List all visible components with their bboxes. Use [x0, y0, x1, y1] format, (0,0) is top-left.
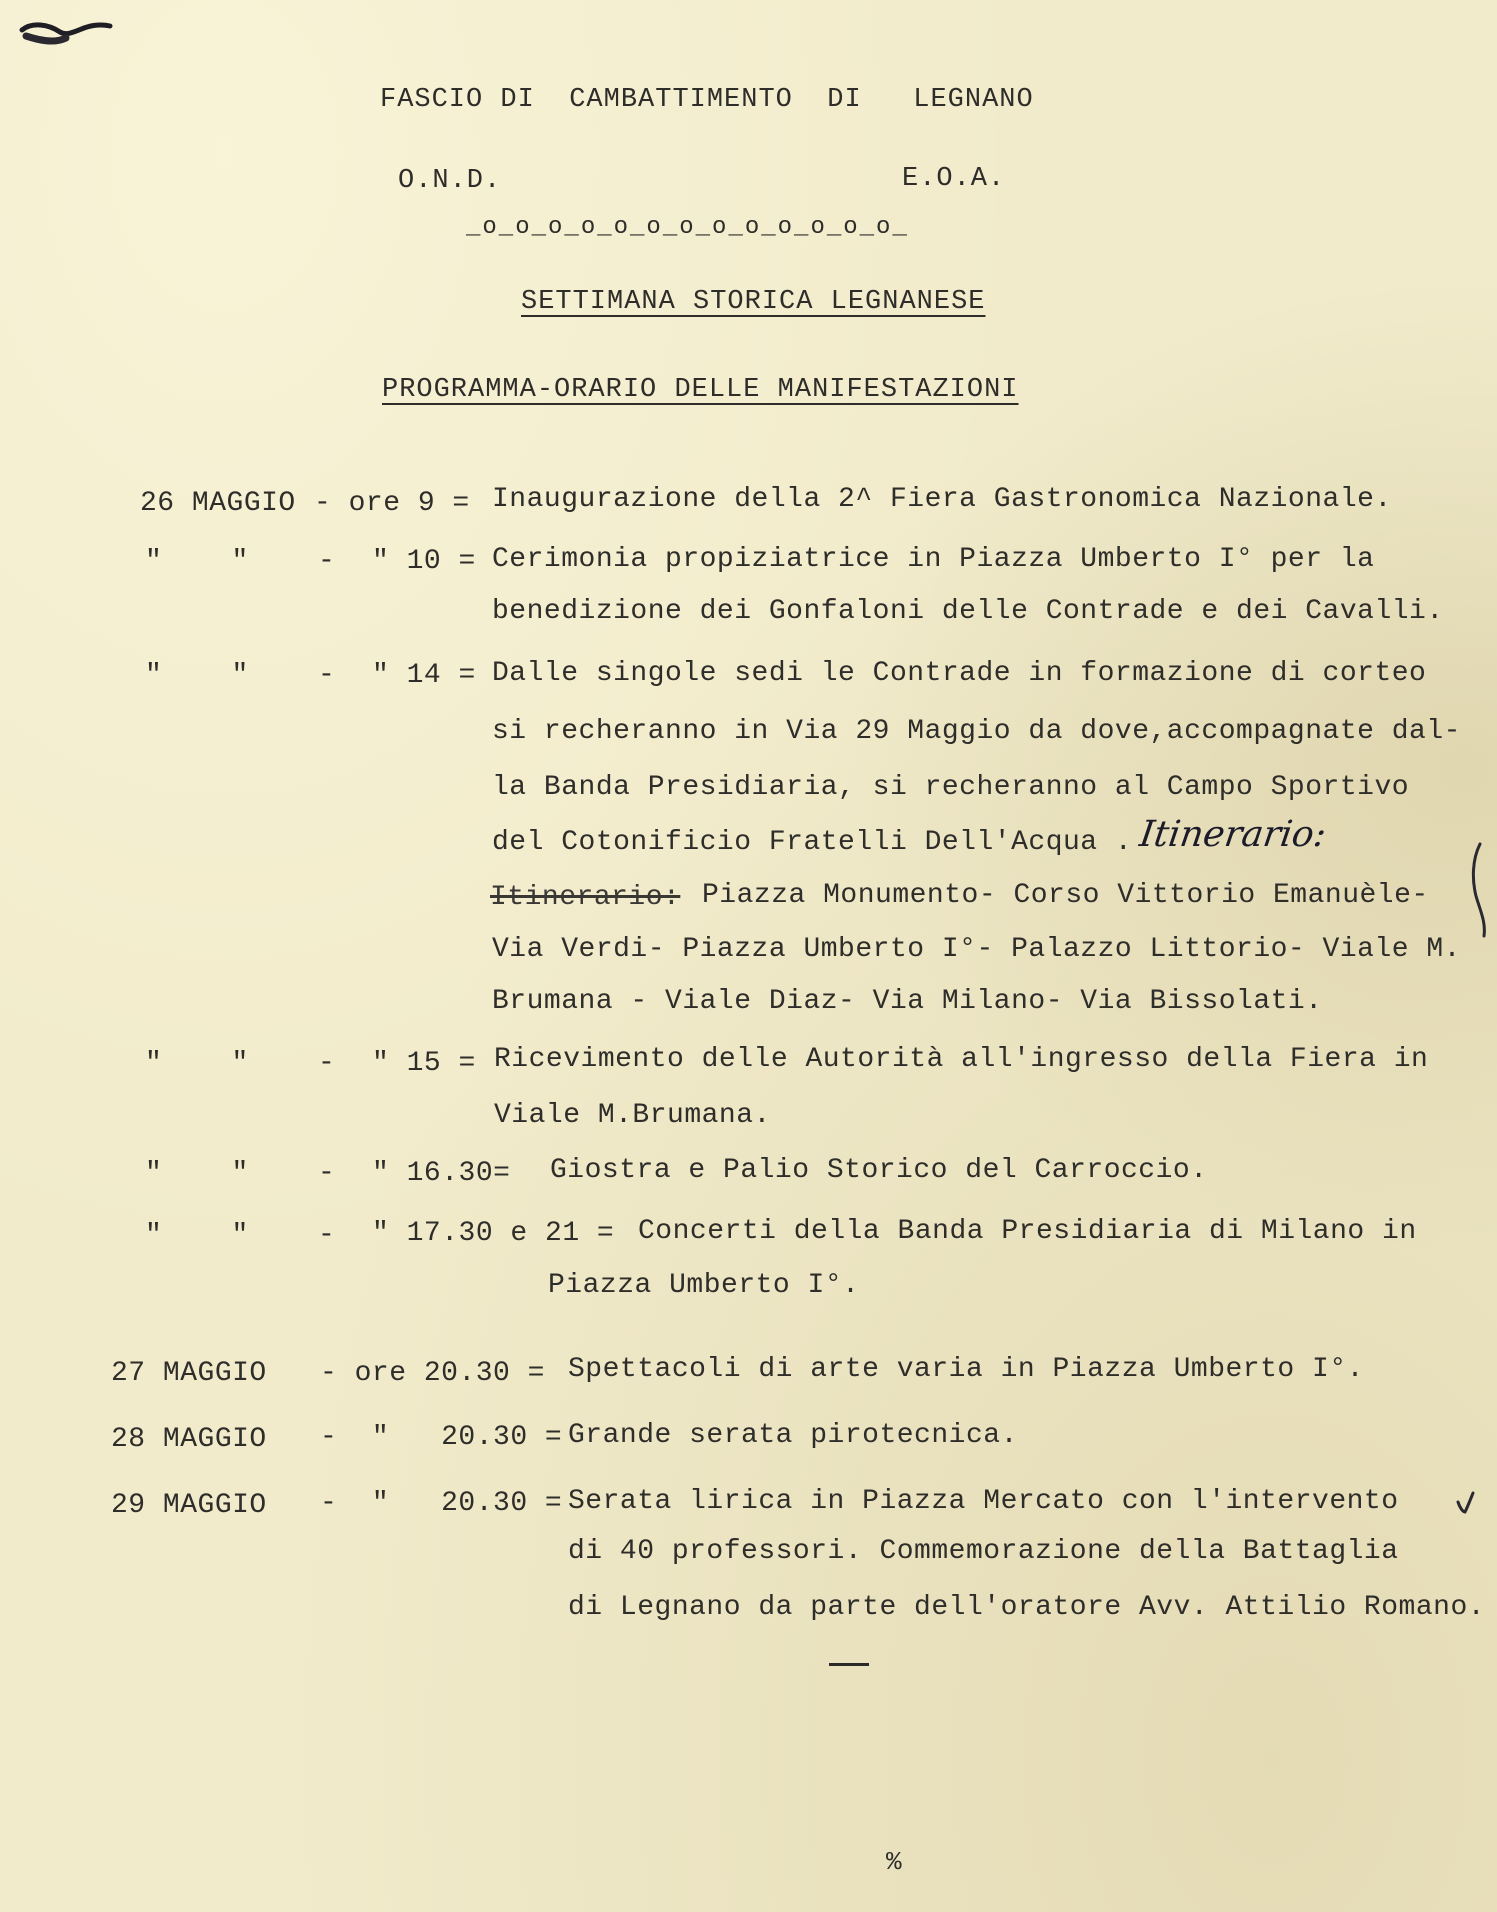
- page-mark: %: [886, 1847, 903, 1877]
- entry-26-14-line1: Dalle singole sedi le Contrade in formazione di corteo: [492, 658, 1427, 689]
- entry-26-time-1630: " 16.30=: [372, 1158, 511, 1189]
- org-left: O.N.D.: [398, 166, 502, 196]
- entry-26-14-line3: la Banda Presidiaria, si recheranno al Campo Sportivo: [492, 772, 1410, 803]
- entry-26-time-1730: " 17.30 e 21 =: [372, 1218, 615, 1249]
- entry-28-line1: Grande serata pirotecnica.: [568, 1420, 1018, 1451]
- entry-27-time: - ore 20.30 =: [320, 1358, 545, 1389]
- entry-29-line3: di Legnano da parte dell'oratore Avv. Attilio Romano.: [568, 1592, 1486, 1623]
- entry-26-10-line1: Cerimonia propiziatrice in Piazza Umberto I° per la: [492, 544, 1375, 575]
- entry-26-10-line2: benedizione dei Gonfaloni delle Contrade e dei Cavalli.: [492, 596, 1444, 627]
- entry-26-1630-line1: Giostra e Palio Storico del Carroccio.: [550, 1155, 1208, 1186]
- entry-28-time: - " 20.30 =: [320, 1422, 563, 1453]
- entry-26-date: 26 MAGGIO: [140, 488, 296, 519]
- entry-26-ditto-1630: " " -: [145, 1158, 336, 1189]
- entry-26-ditto-10: " " -: [145, 546, 336, 577]
- entry-26-9-line1: Inaugurazione della 2^ Fiera Gastronomica Nazionale.: [492, 484, 1392, 515]
- entry-26-ditto-15: " " -: [145, 1048, 336, 1079]
- entry-28-date: 28 MAGGIO: [111, 1424, 267, 1455]
- margin-tick-icon: [1454, 1490, 1476, 1516]
- entry-27-date: 27 MAGGIO: [111, 1358, 267, 1389]
- document-title: FASCIO DI CAMBATTIMENTO DI LEGNANO: [380, 85, 1034, 115]
- entry-26-14-line4: del Cotonificio Fratelli Dell'Acqua .: [492, 827, 1133, 858]
- struck-itinerario: Itinerario:: [490, 882, 681, 913]
- entry-26-time-15: " 15 =: [372, 1048, 476, 1079]
- program-title: PROGRAMMA-ORARIO DELLE MANIFESTAZIONI: [382, 375, 1019, 405]
- entry-26-15-line2: Viale M.Brumana.: [494, 1100, 771, 1131]
- entry-26-15-line1: Ricevimento delle Autorità all'ingresso della Fiera in: [494, 1044, 1429, 1075]
- entry-29-date: 29 MAGGIO: [111, 1490, 267, 1521]
- entry-26-14-line5: Piazza Monumento- Corso Vittorio Emanuèle-: [702, 880, 1429, 911]
- entry-26-time-10: " 10 =: [372, 546, 476, 577]
- entry-26-14-line6: Via Verdi- Piazza Umberto I°- Palazzo Littorio- Viale M.: [492, 934, 1461, 965]
- ink-smudge-icon: [18, 10, 113, 50]
- entry-26-14-line7: Brumana - Viale Diaz- Via Milano- Via Bissolati.: [492, 986, 1323, 1017]
- entry-29-line2: di 40 professori. Commemorazione della Battaglia: [568, 1536, 1399, 1567]
- entry-27-line1: Spettacoli di arte varia in Piazza Umberto I°.: [568, 1354, 1364, 1385]
- margin-bracket-icon: [1468, 840, 1492, 940]
- entry-26-ditto-14: " " -: [145, 660, 336, 691]
- entry-29-time: - " 20.30 =: [320, 1488, 563, 1519]
- subtitle: SETTIMANA STORICA LEGNANESE: [521, 287, 986, 317]
- entry-26-14-line2: si recheranno in Via 29 Maggio da dove,accompagnate dal-: [492, 716, 1461, 747]
- entry-26-1730-line2: Piazza Umberto I°.: [548, 1270, 860, 1301]
- entry-26-1730-line1: Concerti della Banda Presidiaria di Milano in: [638, 1216, 1417, 1247]
- closing-rule: [829, 1663, 869, 1666]
- entry-26-time-9: - ore 9 =: [314, 488, 470, 519]
- separator-line: _o_o_o_o_o_o_o_o_o_o_o_o_o_: [466, 214, 909, 241]
- entry-29-line1: Serata lirica in Piazza Mercato con l'intervento: [568, 1486, 1399, 1517]
- org-right: E.O.A.: [902, 164, 1006, 194]
- entry-26-ditto-1730: " " -: [145, 1220, 336, 1251]
- entry-26-time-14: " 14 =: [372, 660, 476, 691]
- handwritten-itinerario: Itinerario:: [1137, 814, 1329, 855]
